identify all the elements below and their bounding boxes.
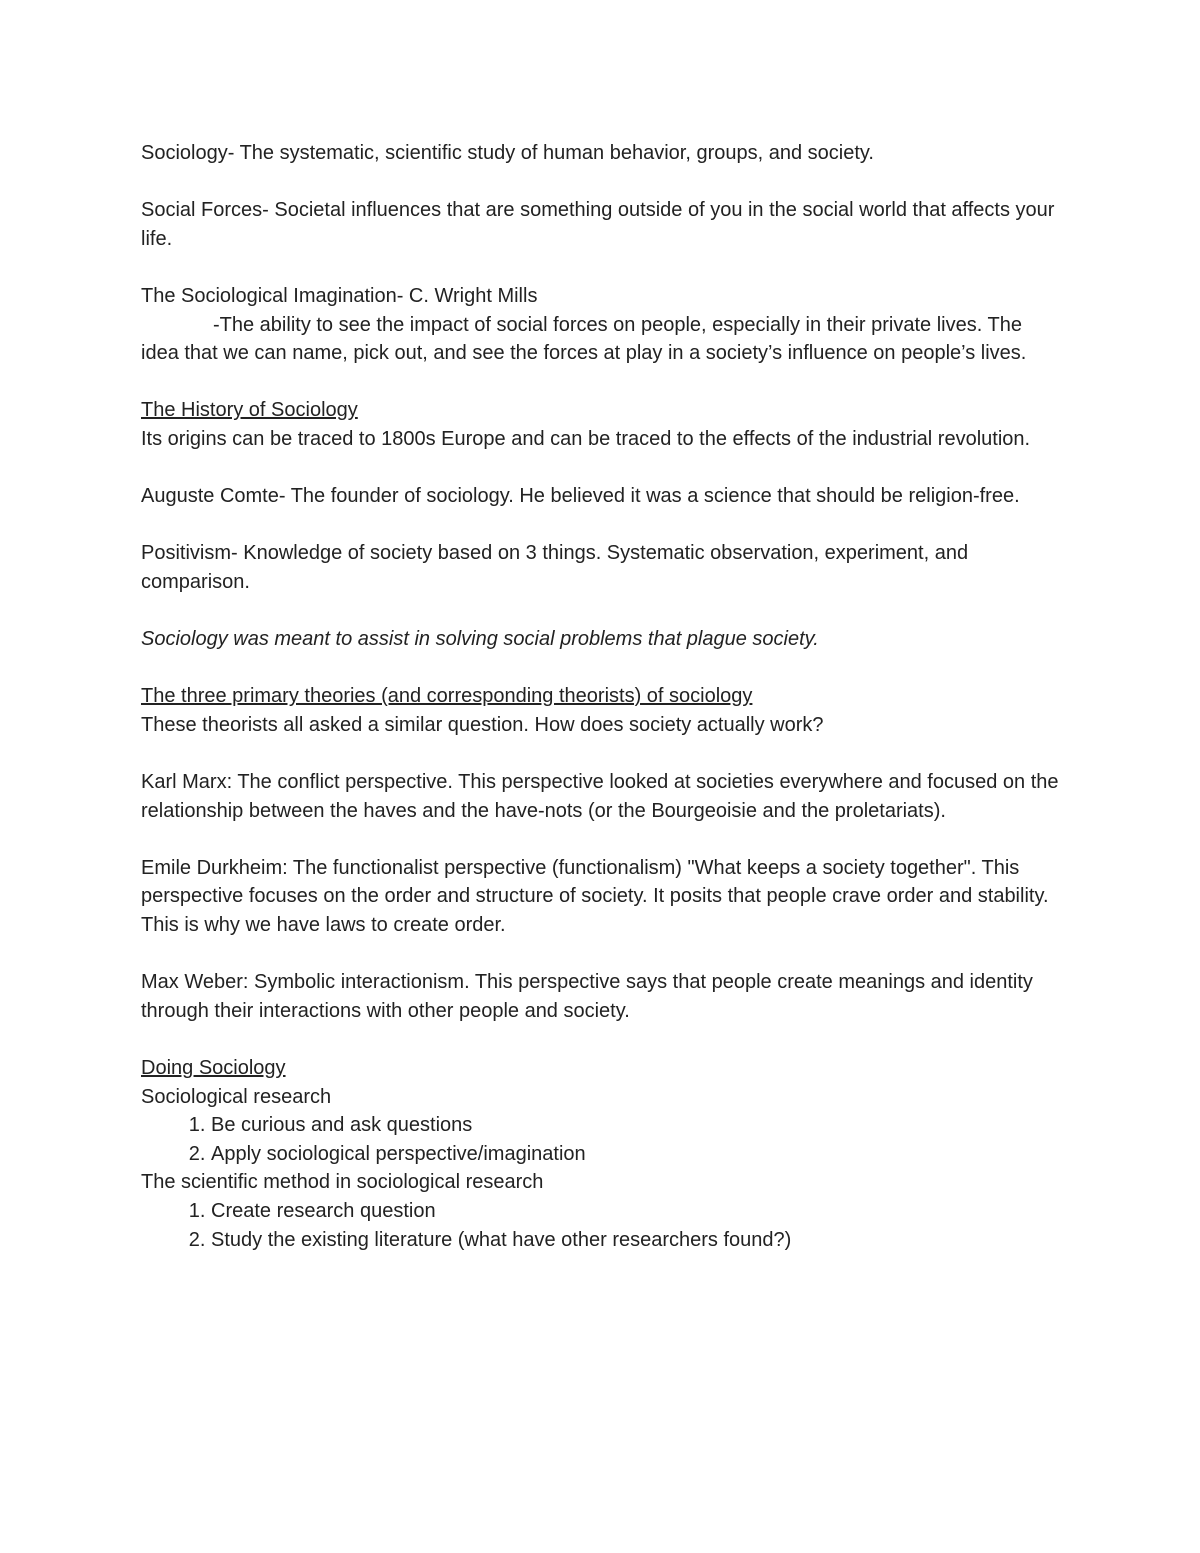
theory-weber: Max Weber: Symbolic interactionism. This perspective says that people create meanings and identity through their interactions with other people and society. [141,971,1033,1022]
list-item: 2. Apply sociological perspective/imagination [211,1140,1061,1169]
theories-intro: These theorists all asked a similar question. How does society actually work? [141,713,824,736]
list-item: 1. Be curious and ask questions [211,1111,1061,1140]
method-list [141,1197,1061,1254]
theories-heading: The three primary theories (and corresponding theorists) of sociology [141,685,753,708]
research-list [141,1111,1061,1168]
imagination-line1: -The ability to see the impact of social forces on people, especially in their private lives. [213,313,983,336]
doing-heading: Doing Sociology [141,1057,286,1079]
document-page [141,139,1061,1254]
history-origins: Its origins can be traced to 1800s Europe and can be traced to the effects of the industrial revolution. [141,427,1031,450]
doing-section [141,1054,1061,1254]
imagination-description [141,311,1061,368]
theories-section [141,682,1061,739]
imagination-rest: The idea that we can name, pick out, and see the forces at play in a society’s influence on people’s lives. [141,313,1027,365]
imagination-title: The Sociological Imagination- C. Wright Mills [141,284,538,307]
theory-durkheim: Emile Durkheim: The functionalist perspective (functionalism) "What keeps a society together". This perspective focuses on the order and structure of society. It posits that people crave order and stability. This is why we have laws to create order. [141,856,1049,937]
list-item: 2. Study the existing literature (what have other researchers found?) [211,1226,1061,1255]
history-positivism: Positivism- Knowledge of society based on 3 things. Systematic observation, experiment, and comparison. [141,542,969,593]
history-section [141,396,1061,453]
history-heading: The History of Sociology [141,399,358,422]
history-purpose: Sociology was meant to assist in solving social problems that plague society. [141,628,819,651]
research-label: Sociological research [141,1085,332,1108]
theory-marx: Karl Marx: The conflict perspective. This perspective looked at societies everywhere and focused on the relationship between the haves and the have-nots (or the Bourgeoisie and the proletariats). [141,771,1059,822]
method-label: The scientific method in sociological research [141,1171,544,1194]
definition-sociology: Sociology- The systematic, scientific study of human behavior, groups, and society. [141,142,874,164]
definition-sociological-imagination [141,282,1061,368]
definition-social-forces: Social Forces- Societal influences that are something outside of you in the social world that affects your life. [141,199,1055,250]
history-comte: Auguste Comte- The founder of sociology. He believed it was a science that should be religion-free. [141,485,1020,508]
list-item: 1. Create research question [211,1197,1061,1226]
